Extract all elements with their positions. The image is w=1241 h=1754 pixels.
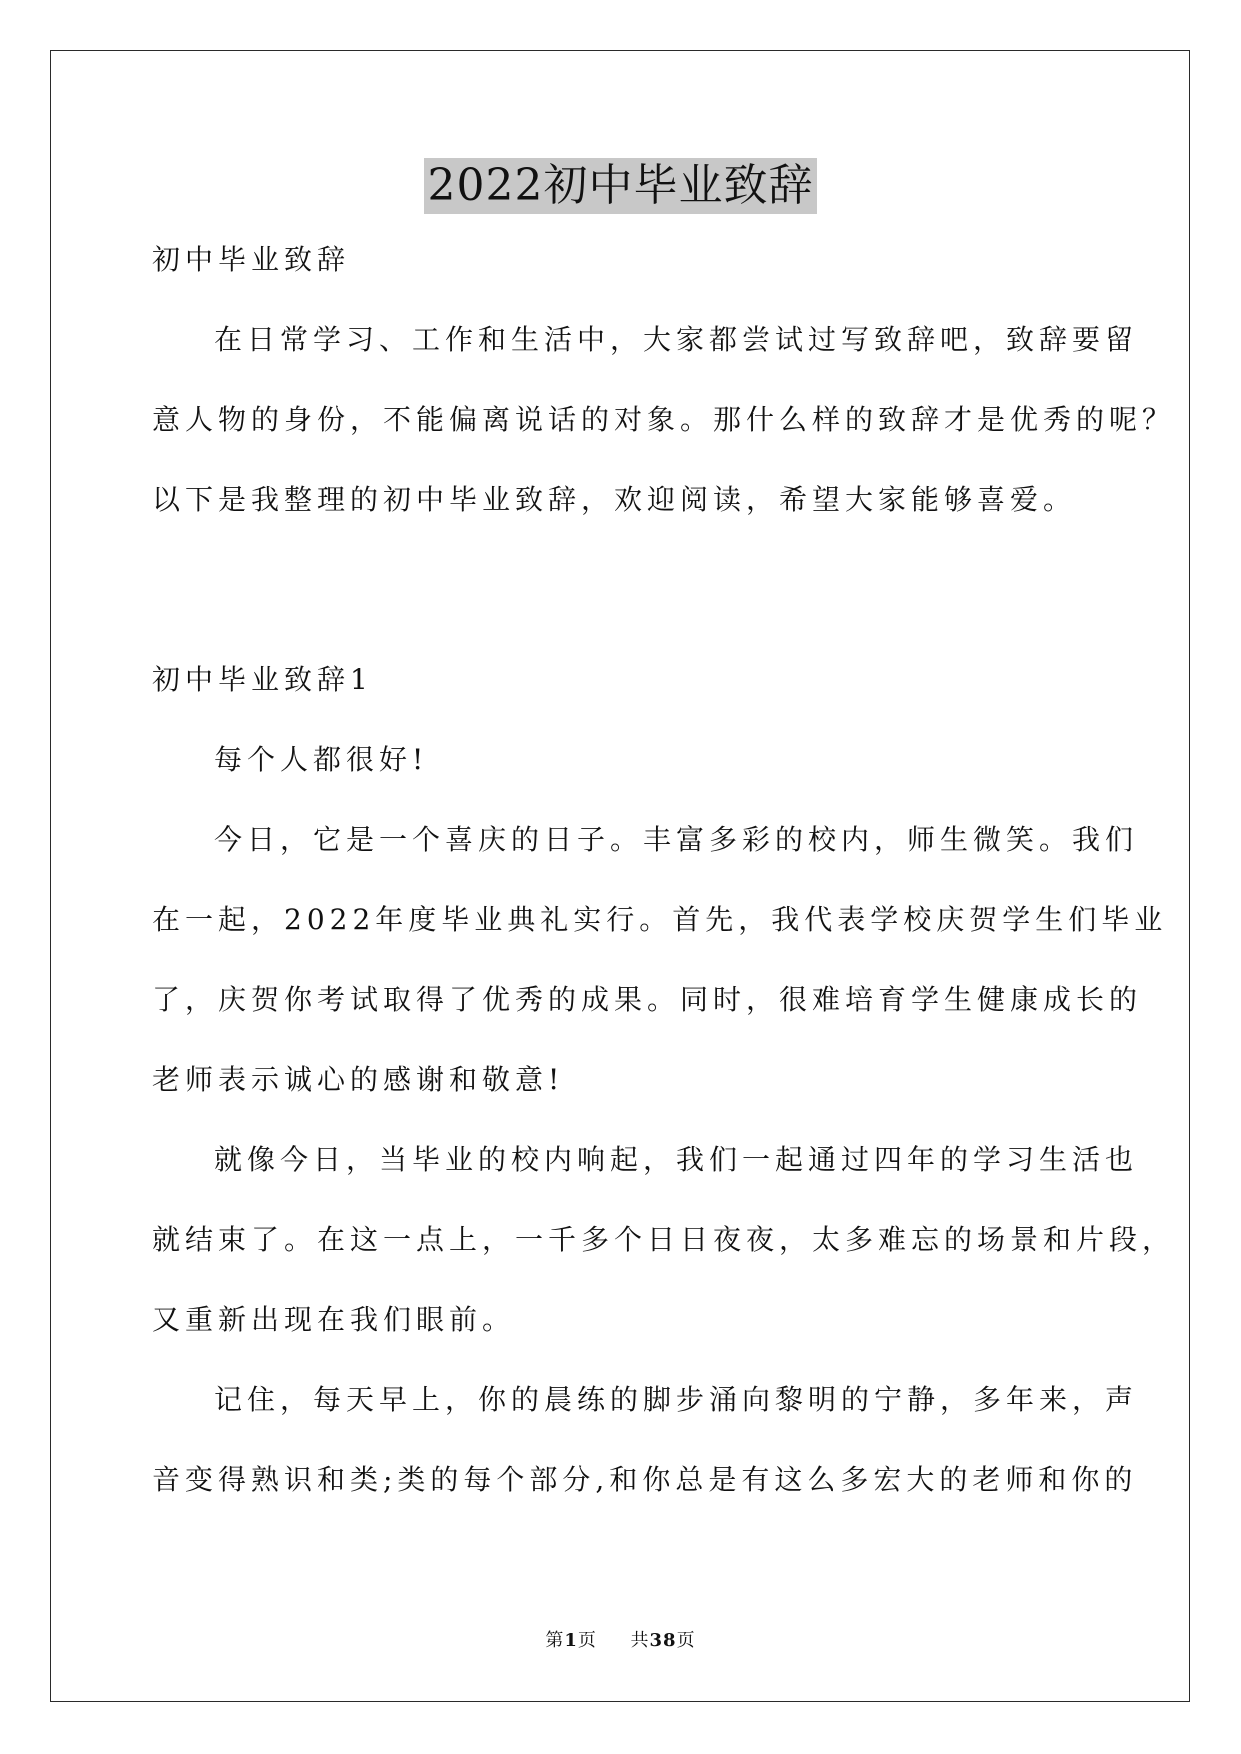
total-suffix: 页 — [676, 1630, 696, 1651]
intro-line: 在日常学习、工作和生活中，大家都尝试过写致辞吧，致辞要留 — [214, 323, 1139, 356]
section-heading: 初中毕业致辞1 — [152, 663, 373, 696]
title-container — [0, 158, 1241, 214]
paragraph-line: 了，庆贺你考试取得了优秀的成果。同时，很难培育学生健康成长的 — [152, 983, 1143, 1016]
paragraph-line: 记住，每天早上，你的晨练的脚步涌向黎明的宁静，多年来，声 — [214, 1383, 1139, 1416]
paragraph-line: 在一起，2022年度毕业典礼实行。首先，我代表学校庆贺学生们毕业 — [152, 903, 1168, 936]
total-prefix: 共 — [630, 1630, 650, 1651]
paragraph-line: 今日，它是一个喜庆的日子。丰富多彩的校内，师生微笑。我们 — [214, 823, 1139, 856]
intro-line: 以下是我整理的初中毕业致辞，欢迎阅读，希望大家能够喜爱。 — [152, 483, 1077, 516]
paragraph-line: 又重新出现在我们眼前。 — [152, 1303, 516, 1336]
greeting: 每个人都很好! — [214, 743, 429, 776]
document-title: 2022初中毕业致辞 — [424, 158, 818, 214]
intro-line: 意人物的身份，不能偏离说话的对象。那什么样的致辞才是优秀的呢？ — [152, 403, 1176, 436]
total-pages: 38 — [649, 1630, 677, 1651]
paragraph-line: 音变得熟识和类;类的每个部分,和你总是有这么多宏大的老师和你的 — [152, 1463, 1138, 1496]
page-suffix: 页 — [577, 1630, 597, 1651]
paragraph-line: 就结束了。在这一点上，一千多个日日夜夜，太多难忘的场景和片段， — [152, 1223, 1176, 1256]
page-prefix: 第 — [545, 1630, 565, 1651]
paragraph-line: 老师表示诚心的感谢和敬意! — [152, 1063, 565, 1096]
section-spacer — [152, 560, 1102, 660]
page-number: 1 — [564, 1630, 578, 1651]
document-body — [152, 240, 1176, 1540]
page-footer — [0, 1626, 1241, 1652]
subtitle: 初中毕业致辞 — [152, 243, 351, 276]
paragraph-line: 就像今日，当毕业的校内响起，我们一起通过四年的学习生活也 — [214, 1143, 1139, 1176]
